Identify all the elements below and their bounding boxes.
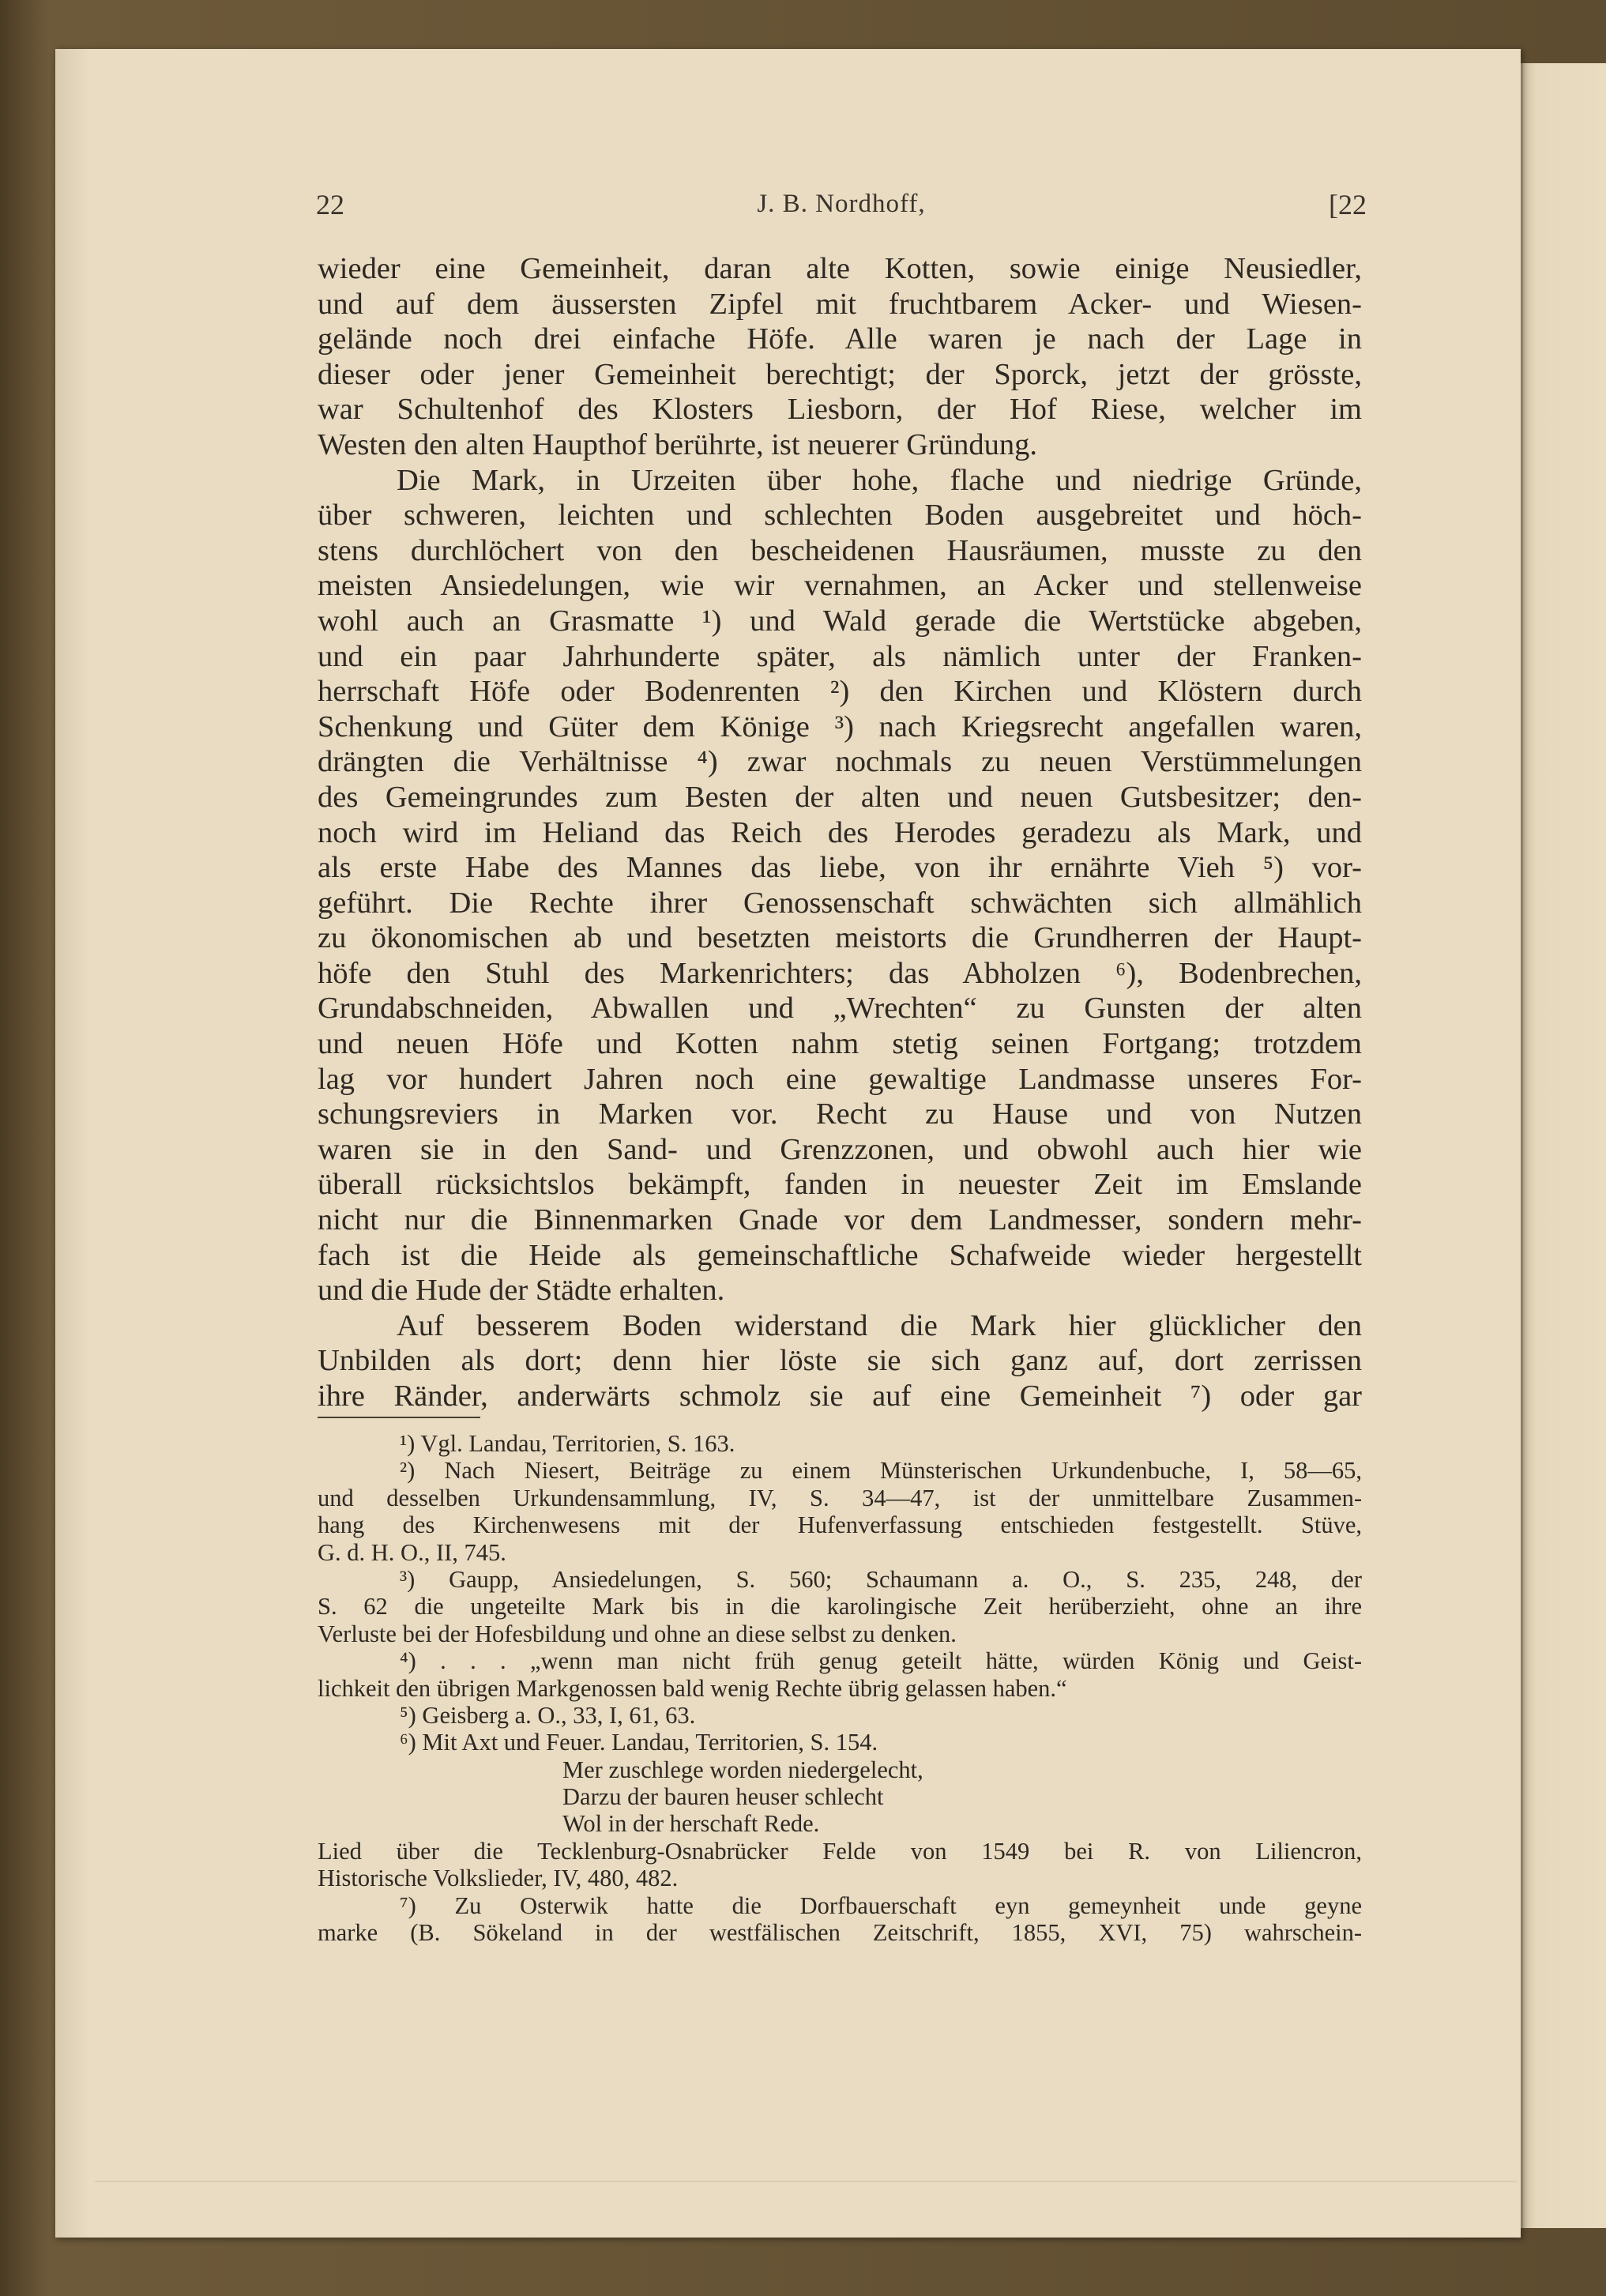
adjacent-page-edge [1521, 63, 1606, 2228]
footnote-line: G. d. H. O., II, 745. [318, 1538, 506, 1566]
text-line: herrschaft Höfe oder Bodenrenten ²) den Kirchen und Klöstern durch [318, 675, 1362, 709]
text-line: nicht nur die Binnenmarken Gnade vor dem Landmesser, sondern mehr- [318, 1203, 1362, 1237]
verse-line: Darzu der bauren heuser schlecht [562, 1783, 884, 1811]
text-line: waren sie in den Sand- und Grenzzonen, und obwohl auch hier wie [318, 1132, 1362, 1166]
text-line: Westen den alten Haupthof berührte, ist neuerer Gründung. [318, 427, 1037, 461]
footnote-line: hang des Kirchenwesens mit der Hufenverfassung entschieden festgestellt. Stüve, [318, 1511, 1362, 1539]
page-number: 22 [316, 189, 344, 220]
text-line: schungsreviers in Marken vor. Recht zu Hause und von Nutzen [318, 1097, 1362, 1131]
text-line: meisten Ansiedelungen, wie wir vernahmen, an Acker und stellenweise [318, 569, 1362, 603]
main-text [318, 251, 1362, 1414]
text-line: wohl auch an Grasmatte ¹) und Wald gerade die Wertstücke abgeben, [318, 604, 1362, 638]
text-line: fach ist die Heide als gemeinschaftliche Schafweide wieder hergestellt [318, 1238, 1362, 1272]
text-line: Schenkung und Güter dem Könige ³) nach Kriegsrecht angefallen waren, [318, 710, 1362, 743]
text-line: zu ökonomischen ab und besetzten meistorts die Grundherren der Haupt- [318, 921, 1362, 955]
text-line: dieser oder jener Gemeinheit berechtigt; der Sporck, jetzt der grösste, [318, 357, 1362, 391]
page-fold-line [95, 2181, 1517, 2206]
page-gutter [55, 49, 88, 2238]
text-line: drängten die Verhältnisse ⁴) zwar nochmals zu neuen Verstümmelungen [318, 745, 1362, 779]
text-line: ihre Ränder, anderwärts schmolz sie auf eine Gemeinheit ⁷) oder gar [318, 1379, 1362, 1413]
text-line: lag vor hundert Jahren noch eine gewaltige Landmasse unseres For- [318, 1062, 1362, 1096]
footnote-line: S. 62 die ungeteilte Mark bis in die karolingische Zeit herüberzieht, ohne an ihre [318, 1593, 1362, 1620]
footnote-line: ³) Gaupp, Ansiedelungen, S. 560; Schaumann a. O., S. 235, 248, der [400, 1565, 1362, 1593]
footnote-line: Historische Volkslieder, IV, 480, 482. [318, 1865, 679, 1892]
footnote-line: ⁷) Zu Osterwik hatte die Dorfbauerschaft eyn gemeynheit unde geyne [400, 1891, 1362, 1919]
footnotes [318, 1430, 1362, 1946]
text-line: und ein paar Jahrhunderte später, als nämlich unter der Franken- [318, 639, 1362, 673]
page-number-bracketed: [22 [1329, 189, 1367, 220]
text-line: und neuen Höfe und Kotten nahm stetig seinen Fortgang; trotzdem [318, 1027, 1362, 1061]
text-line: als erste Habe des Mannes das liebe, von ihr ernährte Vieh ⁵) vor- [318, 851, 1362, 885]
footnote-line: ⁵) Geisberg a. O., 33, I, 61, 63. [400, 1701, 696, 1729]
text-line: Die Mark, in Urzeiten über hohe, flache und niedrige Gründe, [397, 463, 1362, 497]
text-line: über schweren, leichten und schlechten Boden ausgebreitet und höch- [318, 499, 1362, 533]
text-line: gelände noch drei einfache Höfe. Alle waren je nach der Lage in [318, 322, 1362, 356]
text-line: stens durchlöchert von den bescheidenen Hausräumen, musste zu den [318, 533, 1362, 567]
footnote-line: und desselben Urkundensammlung, IV, S. 34—47, ist der unmittelbare Zusammen- [318, 1484, 1362, 1511]
footnote-line: ²) Nach Niesert, Beiträge zu einem Münsterischen Urkundenbuche, I, 58—65, [400, 1457, 1362, 1485]
footnote-line: Verluste bei der Hofesbildung und ohne an diese selbst zu denken. [318, 1620, 957, 1647]
text-line: höfe den Stuhl des Markenrichters; das Abholzen ⁶), Bodenbrechen, [318, 956, 1362, 990]
text-line: war Schultenhof des Klosters Liesborn, der Hof Riese, welcher im [318, 393, 1362, 427]
footnote-line: ¹) Vgl. Landau, Territorien, S. 163. [400, 1430, 735, 1457]
text-line: und auf dem äussersten Zipfel mit fruchtbarem Acker- und Wiesen- [318, 287, 1362, 321]
text-line: Grundabschneiden, Abwallen und „Wrechten“ zu Gunsten der alten [318, 992, 1362, 1026]
text-line: wieder eine Gemeinheit, daran alte Kotten, sowie einige Neusiedler, [318, 252, 1362, 285]
text-line: und die Hude der Städte erhalten. [318, 1274, 725, 1308]
footnote-line: Lied über die Tecklenburg-Osnabrücker Felde von 1549 bei R. von Liliencron, [318, 1837, 1362, 1865]
footnote-line: lichkeit den übrigen Markgenossen bald wenig Rechte übrig gelassen haben.“ [318, 1674, 1067, 1702]
text-line: noch wird im Heliand das Reich des Herodes geradezu als Mark, und [318, 815, 1362, 849]
text-line: geführt. Die Rechte ihrer Genossenschaft schwächten sich allmählich [318, 886, 1362, 920]
text-line: des Gemeingrundes zum Besten der alten und neuen Gutsbesitzer; den- [318, 780, 1362, 814]
text-line: überall rücksichtslos bekämpft, fanden in neuester Zeit im Emslande [318, 1168, 1362, 1202]
footnote-separator [318, 1417, 480, 1418]
page-header [316, 188, 1367, 228]
footnote-line: marke (B. Sökeland in der westfälischen Zeitschrift, 1855, XVI, 75) wahrschein- [318, 1919, 1362, 1947]
running-head: J. B. Nordhoff, [757, 190, 926, 218]
footnote-line: ⁶) Mit Axt und Feuer. Landau, Territorien, S. 154. [400, 1729, 878, 1756]
text-line: Unbilden als dort; denn hier löste sie sich ganz auf, dort zerrissen [318, 1344, 1362, 1378]
verse-line: Wol in der herschaft Rede. [562, 1810, 820, 1838]
text-line: Auf besserem Boden widerstand die Mark hier glücklicher den [397, 1308, 1362, 1342]
footnote-line: ⁴) . . . „wenn man nicht früh genug geteilt hätte, würden König und Geist- [400, 1647, 1362, 1675]
verse-line: Mer zuschlege worden niedergelecht, [562, 1756, 923, 1783]
